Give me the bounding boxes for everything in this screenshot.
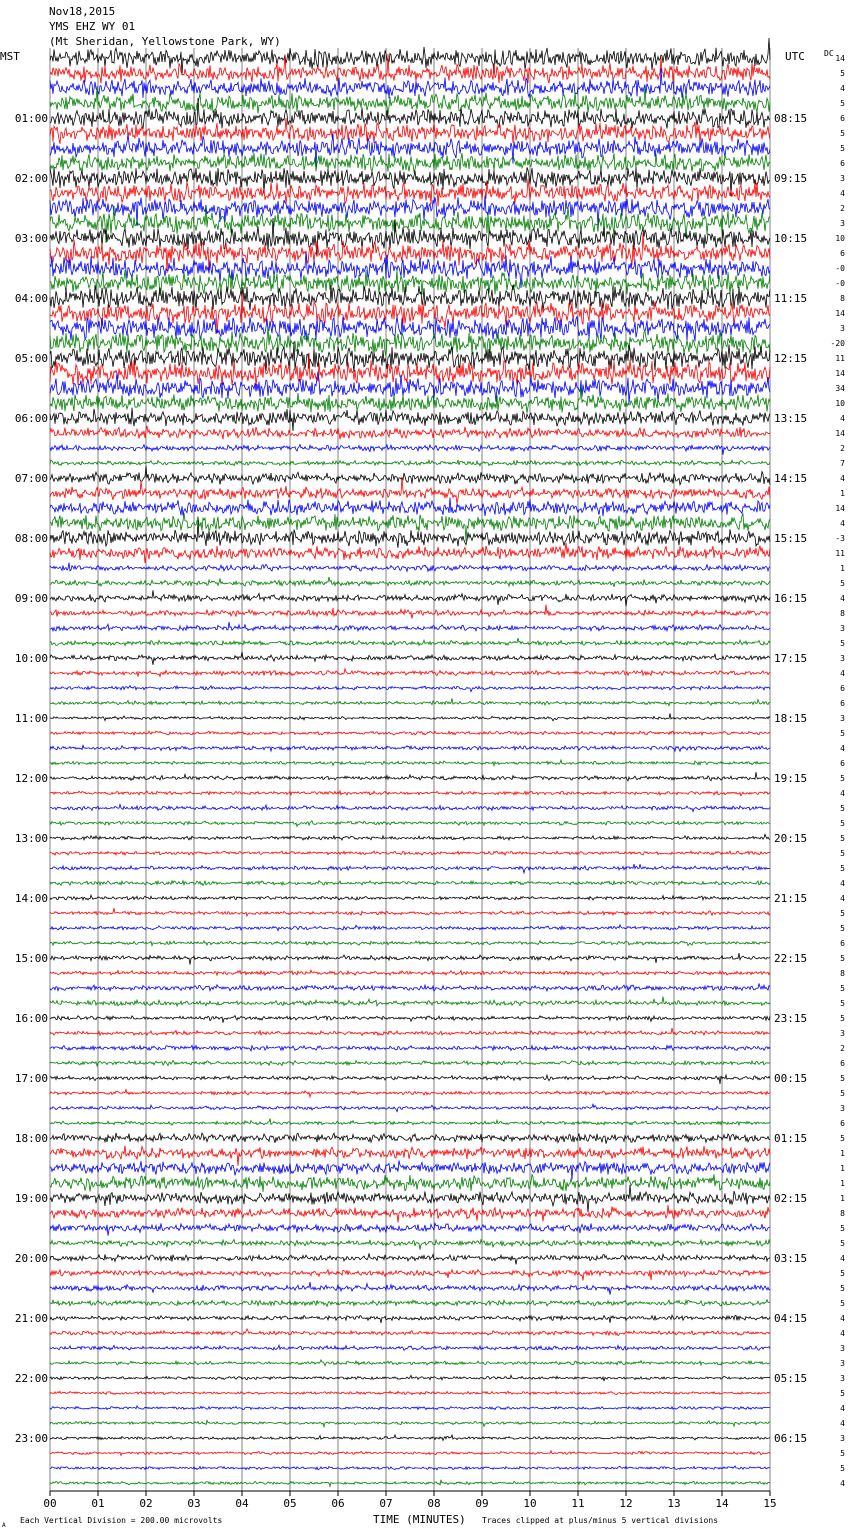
trace-58	[50, 925, 770, 931]
trace-29	[50, 477, 770, 504]
dc-offset-value: 5	[840, 864, 845, 873]
dc-offset-value: 8	[840, 294, 845, 303]
trace-7	[50, 153, 770, 173]
dc-offset-value: 4	[840, 1254, 845, 1263]
corner-mark: A	[2, 1522, 6, 1529]
dc-offset-value: 4	[840, 189, 845, 198]
trace-83	[50, 1300, 770, 1307]
dc-offset-value: 1	[840, 1164, 845, 1173]
trace-26	[50, 445, 770, 455]
dc-offset-value: 4	[840, 474, 845, 483]
dc-offset-value: 1	[840, 1194, 845, 1203]
mst-axis-label: MST	[0, 50, 20, 63]
dc-offset-value: 5	[840, 1284, 845, 1293]
trace-84	[50, 1315, 770, 1323]
x-tick-label: 02	[139, 1497, 153, 1510]
dc-offset-value: 11	[835, 549, 845, 558]
dc-offset-value: 3	[840, 624, 845, 633]
utc-hour-label: 11:15	[774, 292, 808, 305]
trace-46	[50, 745, 770, 751]
dc-offset-value: 2	[840, 204, 845, 213]
dc-offset-value: 14	[835, 429, 845, 438]
dc-offset-value: 5	[840, 144, 845, 153]
trace-77	[50, 1205, 770, 1223]
dc-offset-value: 2	[840, 444, 845, 453]
trace-85	[50, 1329, 770, 1336]
utc-hour-label: 02:15	[774, 1192, 808, 1205]
trace-37	[50, 605, 770, 619]
mst-hour-label: 16:00	[14, 1012, 48, 1025]
dc-offset-value: 3	[840, 654, 845, 663]
dc-offset-value: 5	[840, 1224, 845, 1233]
dc-offset-value: 5	[840, 1074, 845, 1083]
dc-offset-value: 5	[840, 69, 845, 78]
dc-offsets	[831, 54, 846, 1488]
trace-8	[50, 167, 770, 196]
x-tick-label: 01	[91, 1497, 105, 1510]
dc-offset-value: 8	[840, 1209, 845, 1218]
trace-50	[50, 805, 770, 812]
dc-offset-value: 5	[840, 639, 845, 648]
trace-94	[50, 1466, 770, 1470]
dc-offset-value: 4	[840, 414, 845, 423]
utc-hour-label: 23:15	[774, 1012, 808, 1025]
trace-5	[50, 118, 770, 144]
trace-32	[50, 520, 770, 548]
dc-offset-value: 6	[840, 249, 845, 258]
trace-44	[50, 714, 770, 721]
trace-68	[50, 1075, 770, 1084]
dc-offset-value: 3	[840, 1359, 845, 1368]
x-tick-label: 11	[571, 1497, 585, 1510]
mst-hour-label: 12:00	[14, 772, 48, 785]
x-tick-label: 15	[763, 1497, 777, 1510]
trace-69	[50, 1090, 770, 1097]
utc-hour-label: 08:15	[774, 112, 808, 125]
dc-offset-value: 1	[840, 489, 845, 498]
utc-hour-label: 15:15	[774, 532, 808, 545]
trace-59	[50, 941, 770, 946]
x-tick-label: 05	[283, 1497, 297, 1510]
dc-offset-value: 4	[840, 1329, 845, 1338]
trace-76	[50, 1185, 770, 1212]
mst-hour-label: 15:00	[14, 952, 48, 965]
dc-offset-value: 4	[840, 594, 845, 603]
x-axis	[43, 1491, 776, 1510]
trace-49	[50, 791, 770, 796]
dc-offset-value: 34	[835, 384, 845, 393]
mst-hour-label: 09:00	[14, 592, 48, 605]
dc-offset-value: 5	[840, 129, 845, 138]
trace-45	[50, 731, 770, 735]
dc-offset-value: 5	[840, 849, 845, 858]
trace-27	[50, 460, 770, 466]
utc-hour-label: 00:15	[774, 1072, 808, 1085]
trace-95	[50, 1480, 770, 1487]
dc-offset-value: 14	[835, 54, 845, 63]
x-tick-label: 14	[715, 1497, 729, 1510]
x-axis-title: TIME (MINUTES)	[373, 1513, 466, 1526]
trace-47	[50, 760, 770, 766]
dc-offset-value: 4	[840, 894, 845, 903]
trace-24	[50, 408, 770, 431]
dc-offset-value: 10	[835, 399, 845, 408]
trace-20	[50, 342, 770, 372]
dc-offset-value: 3	[840, 324, 845, 333]
dc-offset-value: 5	[840, 1464, 845, 1473]
dc-offset-value: 5	[840, 1134, 845, 1143]
dc-offset-value: 5	[840, 954, 845, 963]
trace-9	[50, 179, 770, 207]
trace-78	[50, 1223, 770, 1235]
dc-offset-value: 5	[840, 999, 845, 1008]
dc-offset-value: 3	[840, 1104, 845, 1113]
x-tick-label: 04	[235, 1497, 249, 1510]
trace-54	[50, 864, 770, 873]
trace-38	[50, 622, 770, 631]
dc-offset-value: -20	[830, 339, 845, 348]
dc-offset-value: 5	[840, 1299, 845, 1308]
dc-offset-value: 6	[840, 114, 845, 123]
trace-64	[50, 1016, 770, 1023]
trace-90	[50, 1406, 770, 1410]
utc-hour-label: 13:15	[774, 412, 808, 425]
trace-35	[50, 577, 770, 587]
trace-28	[50, 466, 770, 485]
trace-16	[50, 285, 770, 311]
dc-offset-value: 7	[840, 459, 845, 468]
utc-hour-label: 12:15	[774, 352, 808, 365]
trace-92	[50, 1435, 770, 1441]
trace-82	[50, 1282, 770, 1295]
trace-51	[50, 821, 770, 827]
dc-offset-value: 6	[840, 159, 845, 168]
dc-offset-value: 5	[840, 1269, 845, 1278]
mst-hour-label: 11:00	[14, 712, 48, 725]
trace-79	[50, 1240, 770, 1250]
dc-offset-value: 5	[840, 804, 845, 813]
dc-offset-value: 5	[840, 579, 845, 588]
trace-42	[50, 686, 770, 692]
mst-hour-label: 01:00	[14, 112, 48, 125]
dc-offset-value: 5	[840, 774, 845, 783]
dc-offset-value: 10	[835, 234, 845, 243]
trace-36	[50, 590, 770, 606]
dc-offset-value: 3	[840, 714, 845, 723]
dc-offset-value: 3	[840, 174, 845, 183]
mst-hour-label: 20:00	[14, 1252, 48, 1265]
dc-offset-value: 4	[840, 1479, 845, 1488]
trace-71	[50, 1119, 770, 1126]
utc-hour-label: 16:15	[774, 592, 808, 605]
trace-55	[50, 881, 770, 886]
dc-offset-value: 11	[835, 354, 845, 363]
record-date: Nov18,2015	[49, 5, 116, 18]
utc-hour-label: 22:15	[774, 952, 808, 965]
utc-hour-label: 21:15	[774, 892, 808, 905]
trace-14	[50, 251, 770, 288]
trace-93	[50, 1451, 770, 1456]
trace-40	[50, 652, 770, 665]
mst-hour-label: 10:00	[14, 652, 48, 665]
dc-offset-value: 4	[840, 84, 845, 93]
trace-88	[50, 1375, 770, 1381]
trace-63	[50, 997, 770, 1006]
trace-60	[50, 953, 770, 965]
trace-91	[50, 1420, 770, 1427]
utc-hour-label: 01:15	[774, 1132, 808, 1145]
trace-61	[50, 970, 770, 975]
mst-hour-label: 05:00	[14, 352, 48, 365]
dc-offset-value: 5	[840, 1089, 845, 1098]
dc-offset-value: 14	[835, 369, 845, 378]
utc-hour-label: 05:15	[774, 1372, 808, 1385]
trace-89	[50, 1391, 770, 1394]
mst-hour-label: 03:00	[14, 232, 48, 245]
dc-offset-value: 5	[840, 729, 845, 738]
station-code: YMS EHZ WY 01	[49, 20, 136, 33]
dc-offset-value: 3	[840, 219, 845, 228]
dc-offset-value: 6	[840, 1059, 845, 1068]
dc-offset-value: 3	[840, 1344, 845, 1353]
dc-offset-value: 3	[840, 1434, 845, 1443]
x-tick-label: 12	[619, 1497, 633, 1510]
dc-offset-value: 3	[840, 1374, 845, 1383]
dc-offset-value: 5	[840, 1014, 845, 1023]
trace-25	[50, 426, 770, 439]
dc-offset-value: 6	[840, 684, 845, 693]
dc-offset-value: 1	[840, 1149, 845, 1158]
x-tick-label: 10	[523, 1497, 537, 1510]
utc-hour-label: 03:15	[774, 1252, 808, 1265]
trace-41	[50, 669, 770, 677]
utc-hour-label: 10:15	[774, 232, 808, 245]
dc-offset-value: 6	[840, 1119, 845, 1128]
utc-hour-label: 18:15	[774, 712, 808, 725]
dc-offset-value: 4	[840, 1314, 845, 1323]
dc-offset-value: -0	[835, 279, 845, 288]
x-tick-label: 06	[331, 1497, 345, 1510]
x-tick-label: 13	[667, 1497, 681, 1510]
dc-offset-value: 6	[840, 939, 845, 948]
trace-53	[50, 851, 770, 855]
mst-hour-label: 19:00	[14, 1192, 48, 1205]
vertical-scale-note: Each Vertical Division = 200.00 microvolts	[20, 1516, 223, 1525]
mst-hour-label: 04:00	[14, 292, 48, 305]
mst-hour-label: 02:00	[14, 172, 48, 185]
dc-offset-value: 4	[840, 789, 845, 798]
mst-hour-label: 08:00	[14, 532, 48, 545]
trace-56	[50, 895, 770, 900]
trace-81	[50, 1270, 770, 1281]
dc-offset-value: 4	[840, 1404, 845, 1413]
mst-hour-label: 23:00	[14, 1432, 48, 1445]
utc-hour-label: 04:15	[774, 1312, 808, 1325]
mst-hour-label: 22:00	[14, 1372, 48, 1385]
x-tick-label: 09	[475, 1497, 489, 1510]
dc-offset-value: 2	[840, 1044, 845, 1053]
trace-62	[50, 983, 770, 991]
dc-offset-value: -0	[835, 264, 845, 273]
utc-hour-label: 06:15	[774, 1432, 808, 1445]
trace-70	[50, 1104, 770, 1111]
mst-hour-label: 18:00	[14, 1132, 48, 1145]
dc-offset-value: 4	[840, 669, 845, 678]
dc-label: DC	[824, 49, 834, 58]
dc-offset-value: 8	[840, 609, 845, 618]
x-tick-label: 03	[187, 1497, 201, 1510]
dc-offset-value: 5	[840, 984, 845, 993]
trace-72	[50, 1133, 770, 1144]
dc-offset-value: 4	[840, 1419, 845, 1428]
trace-57	[50, 908, 770, 916]
mst-hour-label: 14:00	[14, 892, 48, 905]
trace-86	[50, 1345, 770, 1350]
trace-87	[50, 1360, 770, 1366]
trace-67	[50, 1060, 770, 1066]
trace-39	[50, 638, 770, 646]
dc-offset-value: 5	[840, 1389, 845, 1398]
dc-offset-value: 3	[840, 1029, 845, 1038]
dc-offset-value: 6	[840, 699, 845, 708]
dc-offset-value: 6	[840, 759, 845, 768]
dc-offset-value: 5	[840, 909, 845, 918]
seismic-traces	[50, 38, 770, 1486]
mst-hour-label: 06:00	[14, 412, 48, 425]
dc-offset-value: 1	[840, 1179, 845, 1188]
dc-offset-value: 5	[840, 924, 845, 933]
utc-hour-label: 19:15	[774, 772, 808, 785]
dc-offset-value: 14	[835, 504, 845, 513]
trace-52	[50, 834, 770, 840]
dc-offset-value: 5	[840, 819, 845, 828]
dc-offset-value: 4	[840, 879, 845, 888]
dc-offset-value: 8	[840, 969, 845, 978]
trace-48	[50, 772, 770, 781]
dc-offset-value: 4	[840, 744, 845, 753]
mst-hour-label: 17:00	[14, 1072, 48, 1085]
x-tick-label: 08	[427, 1497, 441, 1510]
x-tick-label: 00	[43, 1497, 57, 1510]
mst-hour-label: 13:00	[14, 832, 48, 845]
x-tick-label: 07	[379, 1497, 393, 1510]
dc-offset-value: 5	[840, 834, 845, 843]
trace-33	[50, 543, 770, 564]
dc-offset-value: 4	[840, 519, 845, 528]
trace-43	[50, 698, 770, 705]
utc-hour-label: 14:15	[774, 472, 808, 485]
trace-30	[50, 498, 770, 517]
utc-hour-label: 09:15	[774, 172, 808, 185]
dc-offset-value: 5	[840, 1239, 845, 1248]
utc-hour-label: 17:15	[774, 652, 808, 665]
clip-note: Traces clipped at plus/minus 5 vertical divisions	[482, 1516, 719, 1525]
utc-hour-label: 20:15	[774, 832, 808, 845]
trace-73	[50, 1146, 770, 1166]
utc-axis-label: UTC	[785, 50, 805, 63]
trace-65	[50, 1028, 770, 1036]
trace-66	[50, 1045, 770, 1051]
trace-75	[50, 1174, 770, 1192]
trace-34	[50, 563, 770, 572]
dc-offset-value: 5	[840, 1449, 845, 1458]
dc-offset-value: 1	[840, 564, 845, 573]
dc-offset-value: 14	[835, 309, 845, 318]
dc-offset-value: 5	[840, 99, 845, 108]
station-location: (Mt Sheridan, Yellowstone Park, WY)	[49, 35, 281, 48]
mst-hour-label: 07:00	[14, 472, 48, 485]
mst-hour-label: 21:00	[14, 1312, 48, 1325]
trace-80	[50, 1253, 770, 1264]
dc-offset-value: -3	[835, 534, 845, 543]
